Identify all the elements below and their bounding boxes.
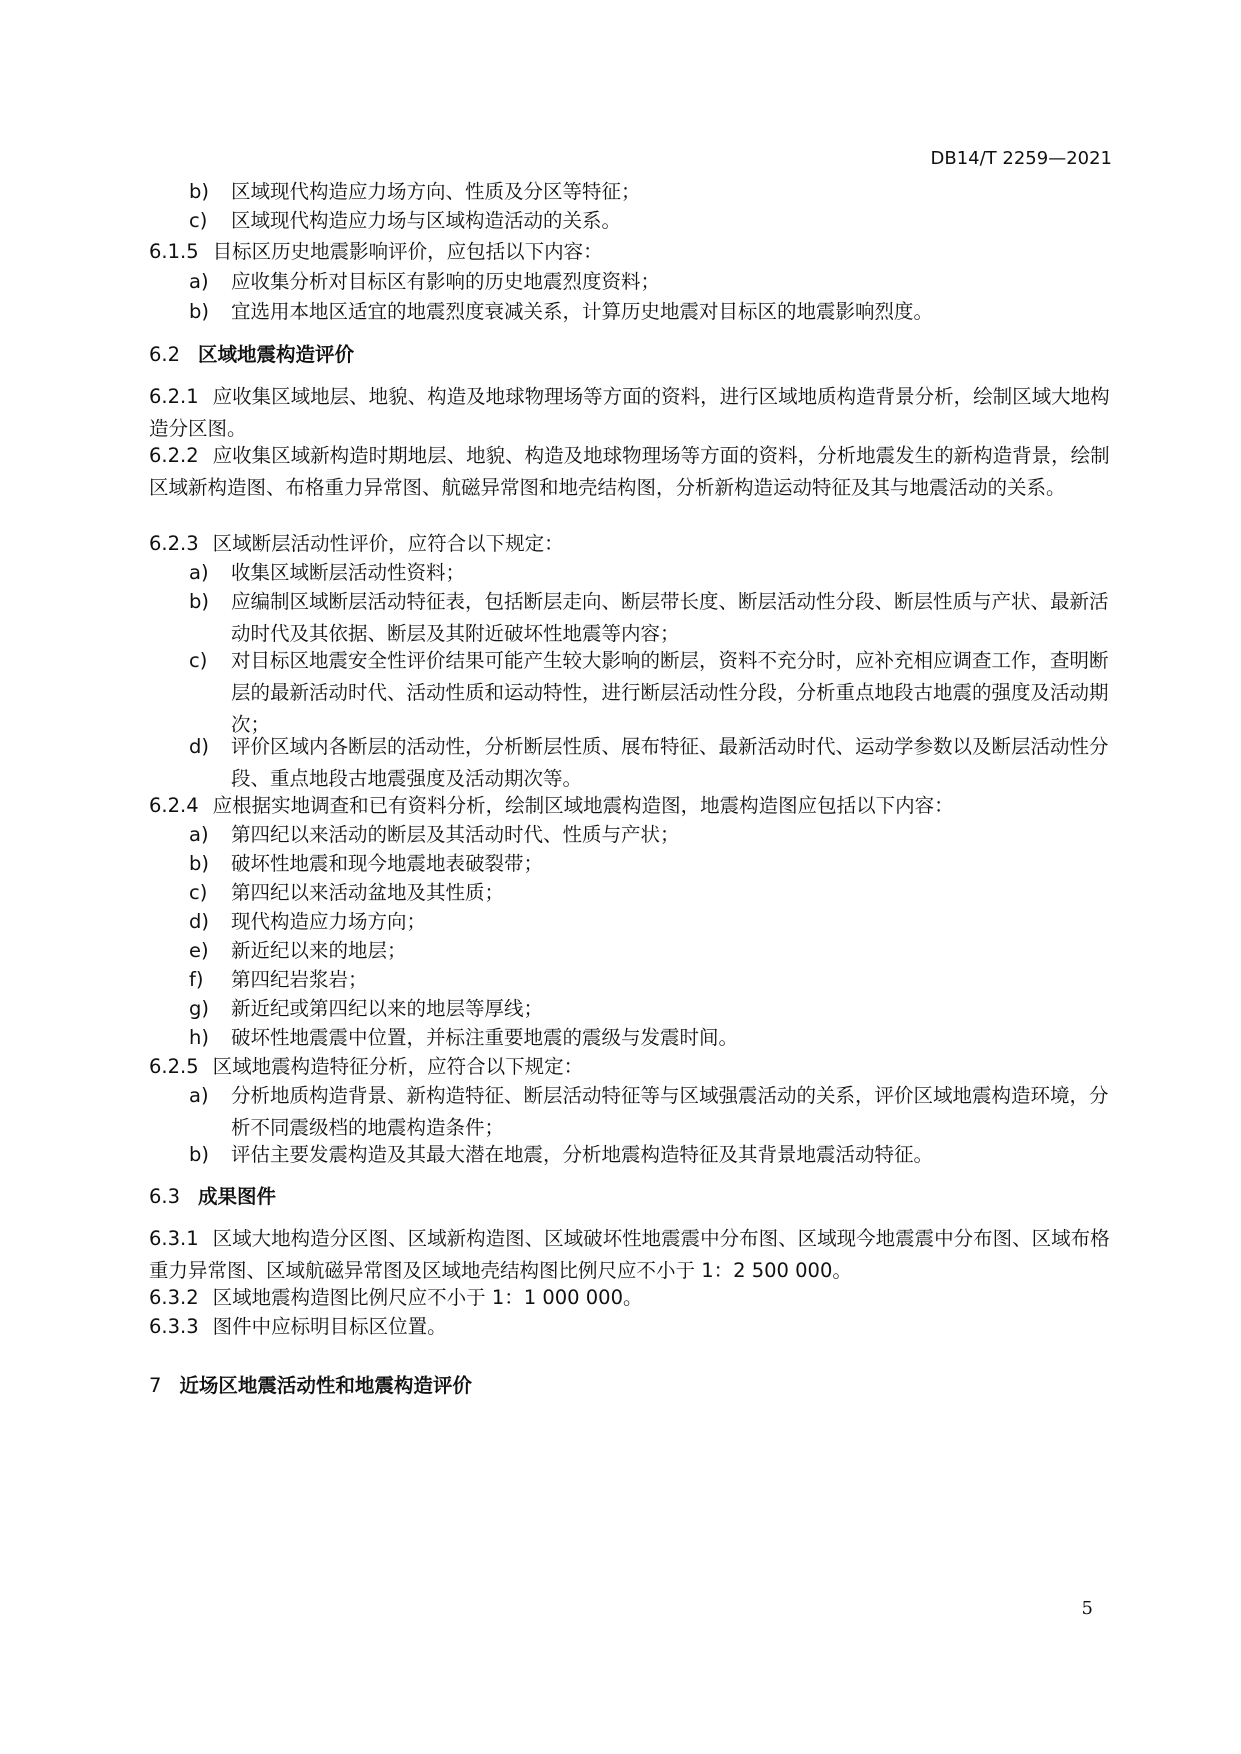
list-item-label: c) xyxy=(189,881,208,904)
list-item-text: 收集区域断层活动性资料； xyxy=(231,561,466,584)
clause-6-2-3 xyxy=(149,528,1115,560)
clause-6-1-5 xyxy=(149,236,1115,268)
section-title: 近场区地震活动性和地震构造评价 xyxy=(179,1374,472,1397)
list-item-text: 区域现代构造应力场与区域构造活动的关系。 xyxy=(231,209,622,232)
list-item-text: 现代构造应力场方向； xyxy=(231,910,427,933)
clause-text: 应收集区域新构造时期地层、地貌、构造及地球物理场等方面的资料，分析地震发生的新构造背景，绘制区域新构造图、布格重力异常图、航磁异常图和地壳结构图，分析新构造运动特征及其与地震活动的关系。 xyxy=(149,444,1110,499)
list-item-text: 第四纪以来活动盆地及其性质； xyxy=(231,881,505,904)
clause-number: 6.2.2 xyxy=(149,444,199,467)
clause-6-2-1 xyxy=(149,381,1115,445)
clause-text: 图件中应标明目标区位置。 xyxy=(212,1315,447,1338)
list-item-label: f) xyxy=(189,968,204,991)
clause-text: 区域大地构造分区图、区域新构造图、区域破坏性地震震中分布图、区域现今地震震中分布图、区域布格重力异常图、区域航磁异常图及区域地壳结构图比例尺应不小于 1：2 500 000。 xyxy=(149,1227,1110,1282)
list-item-text: 应收集分析对目标区有影响的历史地震烈度资料； xyxy=(231,270,661,293)
clause-number: 6.1.5 xyxy=(149,240,199,263)
list-item-label: g) xyxy=(189,997,209,1020)
section-heading-6-2 xyxy=(149,339,354,371)
list-item-text: 对目标区地震安全性评价结果可能产生较大影响的断层，资料不充分时，应补充相应调查工作，查明断层的最新活动时代、活动性质和运动特性，进行断层活动性分段，分析重点地段古地震的强度及活动期次； xyxy=(231,649,1109,736)
clause-number: 6.3.3 xyxy=(149,1315,199,1338)
clause-text: 目标区历史地震影响评价，应包括以下内容： xyxy=(212,240,603,263)
list-item-label: e) xyxy=(189,939,209,962)
list-item-label: d) xyxy=(189,735,209,758)
section-number: 7 xyxy=(149,1374,162,1397)
clause-text: 区域地震构造图比例尺应不小于 1：1 000 000。 xyxy=(212,1286,643,1309)
clause-number: 6.2.1 xyxy=(149,385,199,408)
clause-6-3-1 xyxy=(149,1223,1115,1287)
list-item-label: a) xyxy=(189,1084,209,1107)
list-item-text: 宜选用本地区适宜的地震烈度衰减关系，计算历史地震对目标区的地震影响烈度。 xyxy=(231,300,934,323)
clause-number: 6.3.1 xyxy=(149,1227,199,1250)
section-number: 6.2 xyxy=(149,343,181,366)
section-heading-6-3 xyxy=(149,1181,276,1213)
list-item-text: 评估主要发震构造及其最大潜在地震，分析地震构造特征及其背景地震活动特征。 xyxy=(231,1143,934,1166)
list-item-label: c) xyxy=(189,209,208,232)
list-item-label: a) xyxy=(189,270,209,293)
document-id: DB14/T 2259—2021 xyxy=(930,148,1112,169)
clause-text: 应根据实地调查和已有资料分析，绘制区域地震构造图，地震构造图应包括以下内容： xyxy=(212,794,954,817)
list-item-label: b) xyxy=(189,852,209,875)
list-item-label: h) xyxy=(189,1026,209,1049)
clause-text: 区域地震构造特征分析，应符合以下规定： xyxy=(212,1055,584,1078)
clause-number: 6.3.2 xyxy=(149,1286,199,1309)
list-item-label: b) xyxy=(189,180,209,203)
clause-number: 6.2.4 xyxy=(149,794,199,817)
list-item-label: b) xyxy=(189,1143,209,1166)
clause-6-3-2 xyxy=(149,1282,1115,1314)
clause-text: 区域断层活动性评价，应符合以下规定： xyxy=(212,532,564,555)
clause-6-2-4 xyxy=(149,790,1115,822)
clause-6-2-2 xyxy=(149,440,1115,504)
list-item-text: 评价区域内各断层的活动性，分析断层性质、展布特征、最新活动时代、运动学参数以及断层活动性分段、重点地段古地震强度及活动期次等。 xyxy=(231,735,1109,790)
section-heading-7 xyxy=(149,1370,472,1402)
list-item-text: 应编制区域断层活动特征表，包括断层走向、断层带长度、断层活动性分段、断层性质与产状、最新活动时代及其依据、断层及其附近破坏性地震等内容； xyxy=(231,590,1109,645)
list-item-text: 破坏性地震震中位置，并标注重要地震的震级与发震时间。 xyxy=(231,1026,739,1049)
section-title: 成果图件 xyxy=(198,1185,277,1208)
list-item-text: 第四纪岩浆岩； xyxy=(231,968,368,991)
list-item-text: 新近纪以来的地层； xyxy=(231,939,407,962)
clause-number: 6.2.3 xyxy=(149,532,199,555)
list-item-label: a) xyxy=(189,561,209,584)
list-item-label: b) xyxy=(189,590,209,613)
list-item-text: 分析地质构造背景、新构造特征、断层活动特征等与区域强震活动的关系，评价区域地震构造环境，分析不同震级档的地震构造条件； xyxy=(231,1084,1109,1139)
clause-text: 应收集区域地层、地貌、构造及地球物理场等方面的资料，进行区域地质构造背景分析，绘制区域大地构造分区图。 xyxy=(149,385,1110,440)
list-item-label: b) xyxy=(189,300,209,323)
list-item-label: c) xyxy=(189,649,208,672)
clause-6-2-5 xyxy=(149,1051,1115,1083)
clause-number: 6.2.5 xyxy=(149,1055,199,1078)
section-number: 6.3 xyxy=(149,1185,181,1208)
list-item-label: d) xyxy=(189,910,209,933)
list-item-label: a) xyxy=(189,823,209,846)
list-item-text: 破坏性地震和现今地震地表破裂带； xyxy=(231,852,544,875)
list-item-text: 第四纪以来活动的断层及其活动时代、性质与产状； xyxy=(231,823,680,846)
list-item-text: 区域现代构造应力场方向、性质及分区等特征； xyxy=(231,180,641,203)
list-item-text: 新近纪或第四纪以来的地层等厚线； xyxy=(231,997,544,1020)
page-number: 5 xyxy=(1081,1598,1093,1619)
section-title: 区域地震构造评价 xyxy=(198,343,355,366)
clause-6-3-3 xyxy=(149,1311,1115,1343)
